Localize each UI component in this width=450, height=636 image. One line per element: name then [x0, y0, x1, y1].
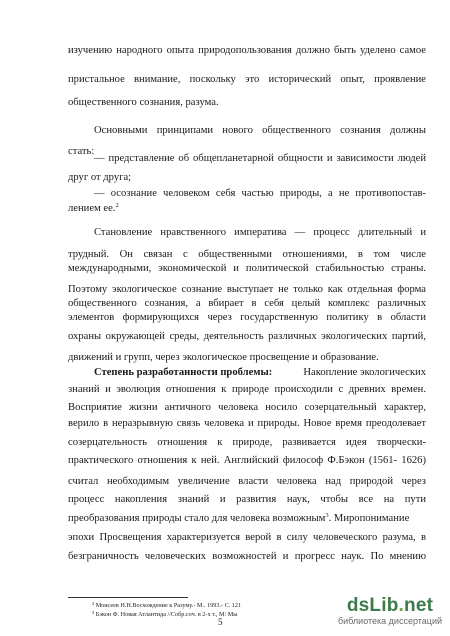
paragraph-line: стать: — [68, 146, 95, 157]
footnote-number: 2 — [92, 601, 95, 606]
paragraph-line: Становление нравственного императива — процесс длительный и — [94, 227, 426, 238]
paragraph-text: лением ее. — [68, 203, 116, 214]
watermark-logo: dsLib.net — [346, 595, 434, 616]
watermark[interactable] — [338, 596, 442, 627]
paragraph-text: преобразования природы стало для человека возможным — [68, 513, 326, 524]
paragraph-line: процесс накопления знаний и развития наук, чтобы все на пути — [68, 494, 426, 505]
footnote-text: Бэкон Ф. Новая Атлантида //Собр.соч. в 2-х т., М: Мы — [95, 611, 238, 618]
paragraph-line — [68, 512, 426, 525]
section-heading: Степень разработанности проблемы: — [94, 367, 273, 378]
paragraph-line: эпохи Просвещения характеризуется верой в силу человеческого разума, в — [68, 532, 426, 543]
paragraph-line: охраны окружающей среды, деятельность различных экологических партий, — [68, 331, 426, 342]
paragraph-line: элементов формирующихся через государственную политику в области — [68, 312, 426, 323]
paragraph-line: друг от друга; — [68, 172, 132, 183]
footnote-ref[interactable]: 2 — [115, 202, 119, 209]
paragraph-line: Поэтому экологическое сознание выступает не только как отдельная форма — [68, 284, 426, 295]
paragraph-text: Накопление экологических — [303, 367, 426, 378]
paragraph-line: общественного сознания, разума. — [68, 97, 219, 108]
paragraph-line: Основными принципами нового общественного сознания должны — [94, 125, 426, 136]
footnote — [92, 602, 241, 610]
footnote-text: Моисеев Н.Н.Восхождение к Разуму.- М.. 1993.- С. 121 — [95, 602, 242, 609]
footnote — [92, 611, 237, 619]
footnote-divider — [68, 597, 188, 598]
paragraph-line: считал необходимым увеличение власти человека над природой через — [68, 476, 426, 487]
paragraph-line: Восприятие жизни античного человека носило созерцательный характер, — [68, 402, 426, 413]
paragraph-line: пристальное внимание, поскольку это исторический опыт, проявление — [68, 74, 426, 85]
paragraph-line: — осознание человеком себя частью природы, а не противопостав- — [94, 188, 426, 199]
paragraph-line: трудный. Он связан с общественными отношениями, в том числе — [68, 249, 426, 260]
paragraph-line: созерцательность отношения к природе, развивается идея творчески- — [68, 437, 426, 448]
paragraph-line: международными, экономической и политической стабильностью страны. — [68, 263, 426, 274]
paragraph-line — [94, 366, 426, 379]
watermark-subtitle: библиотека диссертаций — [337, 616, 442, 626]
page-number: 5 — [218, 617, 223, 627]
paragraph-line: верило в неразрывную связь человека и природы. Новое время преодолевает — [68, 418, 426, 429]
paragraph-line: безграничность человеческих возможностей и прогресс наук. По мнению — [68, 551, 426, 562]
footnote-number: 3 — [92, 610, 95, 615]
paragraph-line: практического отношения к ней. Английский философ Ф.Бэкон (1561- 1626) — [68, 455, 426, 466]
paragraph-line — [68, 202, 426, 215]
paragraph-text: . Миропонимание — [328, 513, 410, 524]
paragraph-line: общественного сознания, а вбирает в себя целый комплекс различных — [68, 298, 426, 309]
footnote-ref[interactable]: 3 — [325, 512, 329, 519]
paragraph-line: движений и групп, через экологическое просвещение и образование. — [68, 352, 379, 363]
paragraph-line: знаний и эволюция отношения к природе происходили с древних времен. — [68, 384, 426, 395]
paragraph-line: изучению народного опыта природопользования должно быть уделено самое — [68, 45, 426, 56]
paragraph-line: — представление об общепланетарной общности и зависимости людей — [94, 153, 426, 164]
